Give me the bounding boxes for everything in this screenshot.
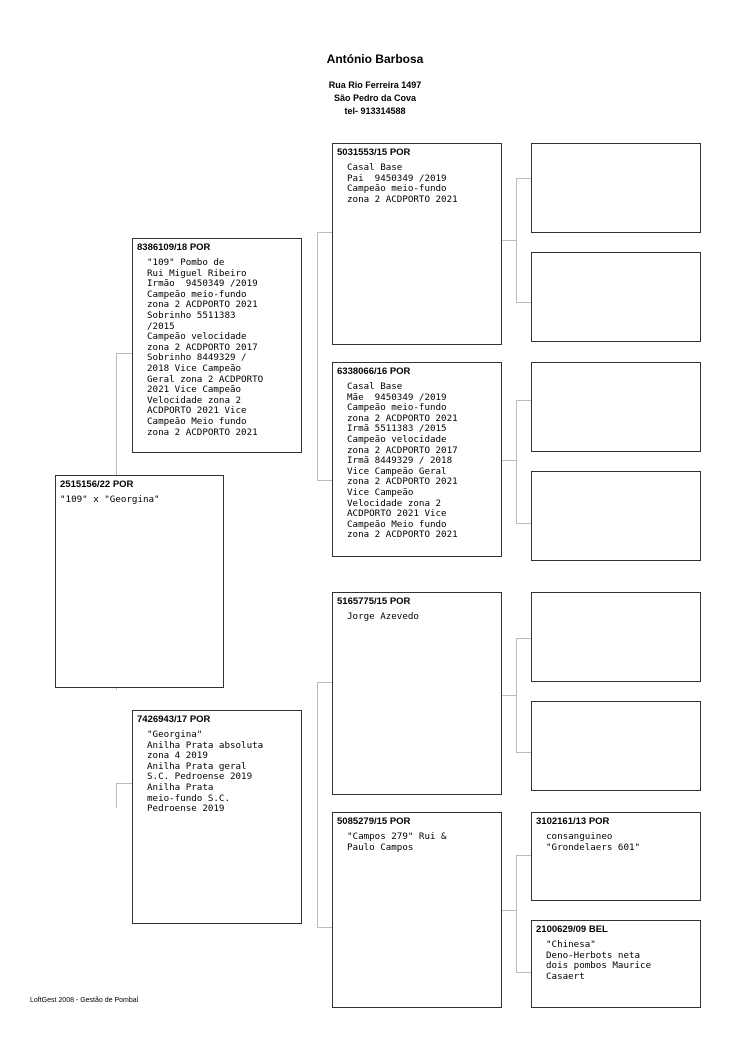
ring-number: 7426943/17 POR	[137, 714, 211, 725]
breeder-city: São Pedro da Cova	[333, 93, 417, 103]
connector-line	[516, 400, 531, 401]
pigeon-notes: "Campos 279" Rui & Paulo Campos	[347, 831, 447, 853]
pedigree-card-subject[interactable]	[55, 475, 224, 688]
connector-line	[516, 752, 531, 753]
connector-line	[116, 353, 132, 354]
pedigree-card-ggp-8[interactable]	[531, 920, 701, 1008]
connector-line	[317, 232, 318, 480]
pigeon-notes: "109" x "Georgina"	[60, 494, 160, 505]
connector-line	[516, 638, 531, 639]
ring-number: 5085279/15 POR	[337, 816, 411, 827]
breeder-address: Rua Rio Ferreira 1497	[328, 80, 422, 90]
connector-line	[516, 523, 531, 524]
pedigree-card-ggp-6[interactable]	[531, 701, 701, 791]
pedigree-card-ggp-1[interactable]	[531, 143, 701, 233]
connector-line	[317, 682, 318, 927]
ring-number: 5165775/15 POR	[337, 596, 411, 607]
connector-line	[516, 972, 531, 973]
pedigree-card-ggp-2[interactable]	[531, 252, 701, 342]
connector-line	[516, 855, 517, 972]
ring-number: 8386109/18 POR	[137, 242, 211, 253]
pigeon-notes: Casal Base Pai 9450349 /2019 Campeão meio-fundo zona 2 ACDPORTO 2021	[347, 162, 458, 205]
ring-number: 5031553/15 POR	[337, 147, 411, 158]
connector-line	[501, 695, 516, 696]
pedigree-card-sire[interactable]	[132, 238, 302, 453]
connector-line	[516, 400, 517, 523]
pigeon-notes: Jorge Azevedo	[347, 611, 419, 622]
ring-number: 6338066/16 POR	[337, 366, 411, 377]
pedigree-card-dam-sire[interactable]	[332, 592, 502, 795]
connector-line	[516, 178, 517, 302]
pedigree-card-ggp-4[interactable]	[531, 471, 701, 561]
pedigree-card-ggp-3[interactable]	[531, 362, 701, 452]
pigeon-notes: "Chinesa" Deno-Herbots neta dois pombos Maurice Casaert	[546, 939, 652, 982]
pedigree-card-ggp-5[interactable]	[531, 592, 701, 682]
connector-line	[516, 178, 531, 179]
connector-line	[501, 460, 516, 461]
footer-credit: LoftGest 2008 - Gestão de Pombal	[30, 997, 139, 1004]
ring-number: 2100629/09 BEL	[536, 924, 608, 935]
connector-line	[317, 232, 332, 233]
connector-line	[116, 783, 117, 808]
connector-line	[501, 910, 516, 911]
breeder-phone: tel- 913314588	[344, 106, 406, 116]
connector-line	[317, 480, 332, 481]
pedigree-card-dam[interactable]	[132, 710, 302, 924]
connector-line	[516, 855, 531, 856]
connector-line	[116, 783, 132, 784]
pigeon-notes: "109" Pombo de Rui Miguel Ribeiro Irmão 9450349 /2019 Campeão meio-fundo zona 2 ACDPORTO 2021 Sobrinho 5511383 /2015 Campeão velocidade zona 2 ACDPORTO 2017 Sobrinho 8449329 / 2018 Vice Campeão Geral zona 2 ACDPORTO 2021 Vice Campeão Velocidade zona 2 ACDPORTO 2021 Vice Campeão Meio fundo zona 2 ACDPORTO 2021	[147, 257, 264, 438]
breeder-name: António Barbosa	[326, 52, 424, 66]
connector-line	[501, 240, 516, 241]
pedigree-card-ggp-7[interactable]	[531, 812, 701, 901]
ring-number: 2515156/22 POR	[60, 479, 134, 490]
pigeon-notes: consanguineo "Grondelaers 601"	[546, 831, 641, 853]
pigeon-notes: Casal Base Mãe 9450349 /2019 Campeão meio-fundo zona 2 ACDPORTO 2021 Irmã 5511383 /2015 Campeão velocidade zona 2 ACDPORTO 2017 Irmã 8449329 / 2018 Vice Campeão Geral zona 2 ACDPORTO 2021 Vice Campeão Velocidade zona 2 ACDPORTO 2021 Vice Campeão Meio fundo zona 2 ACDPORTO 2021	[347, 381, 458, 541]
pigeon-notes: "Georgina" Anilha Prata absoluta zona 4 2019 Anilha Prata geral S.C. Pedroense 2019 Anilha Prata meio-fundo S.C. Pedroense 2019	[147, 729, 264, 815]
connector-line	[516, 302, 531, 303]
connector-line	[317, 927, 332, 928]
pedigree-card-sire-dam[interactable]	[332, 362, 502, 557]
ring-number: 3102161/13 POR	[536, 816, 610, 827]
pedigree-card-sire-sire[interactable]	[332, 143, 502, 345]
connector-line	[317, 682, 332, 683]
connector-line	[516, 638, 517, 752]
pedigree-card-dam-dam[interactable]	[332, 812, 502, 1008]
